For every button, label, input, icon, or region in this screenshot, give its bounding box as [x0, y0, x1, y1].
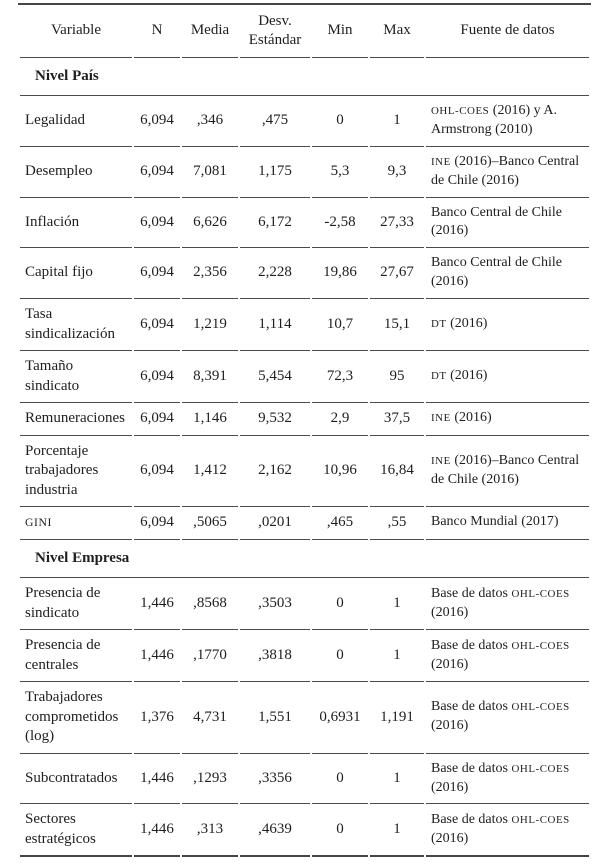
cell-max: 1,191	[370, 682, 424, 754]
cell-max: 15,1	[370, 299, 424, 351]
cell-min: 2,9	[312, 403, 368, 436]
cell-n: 1,446	[134, 578, 180, 630]
cell-media: 6,626	[182, 198, 238, 249]
cell-media: 4,731	[182, 682, 238, 754]
cell-variable: Legalidad	[20, 96, 132, 147]
table-body	[20, 58, 589, 858]
cell-n: 6,094	[134, 351, 180, 403]
cell-desv-estandar: 6,172	[240, 198, 310, 249]
col-header-variable: Variable	[20, 5, 132, 58]
table-row	[20, 804, 589, 857]
cell-media: ,1293	[182, 754, 238, 805]
table-row	[20, 436, 589, 508]
cell-fuente: INE (2016)	[426, 403, 589, 436]
cell-min: 10,7	[312, 299, 368, 351]
cell-fuente: INE (2016)–Banco Central de Chile (2016)	[426, 147, 589, 198]
smallcaps-acronym: OHL-COES	[431, 105, 490, 117]
cell-fuente: Base de datos OHL-COES (2016)	[426, 754, 589, 805]
cell-variable: Presencia de centrales	[20, 630, 132, 682]
cell-fuente: Banco Central de Chile (2016)	[426, 198, 589, 249]
cell-min: 10,96	[312, 436, 368, 508]
table-row	[20, 403, 589, 436]
cell-media: ,1770	[182, 630, 238, 682]
cell-fuente: Base de datos OHL-COES (2016)	[426, 804, 589, 857]
cell-min: 5,3	[312, 147, 368, 198]
cell-min: 0	[312, 804, 368, 857]
cell-max: 27,33	[370, 198, 424, 249]
cell-variable: Capital fijo	[20, 248, 132, 299]
cell-media: 7,081	[182, 147, 238, 198]
smallcaps-acronym: DT	[431, 318, 447, 331]
cell-fuente: INE (2016)–Banco Central de Chile (2016)	[426, 436, 589, 508]
cell-n: 6,094	[134, 248, 180, 299]
cell-media: ,8568	[182, 578, 238, 630]
cell-variable	[20, 507, 132, 540]
cell-n: 6,094	[134, 96, 180, 147]
table-row	[20, 198, 589, 249]
cell-min: 0	[312, 754, 368, 805]
cell-fuente: DT (2016)	[426, 351, 589, 403]
cell-variable: Tasa sindicalización	[20, 299, 132, 351]
section-label: Nivel País	[20, 58, 589, 97]
table-row	[20, 630, 589, 682]
cell-media: 1,219	[182, 299, 238, 351]
section-row	[20, 58, 589, 97]
cell-fuente: OHL-COES (2016) y A. Armstrong (2010)	[426, 96, 589, 147]
cell-variable: Desempleo	[20, 147, 132, 198]
cell-min: ,465	[312, 507, 368, 540]
smallcaps-acronym: OHL-COES	[511, 701, 570, 714]
cell-min: 0,6931	[312, 682, 368, 754]
cell-variable: Trabajadores comprometidos (log)	[20, 682, 132, 754]
cell-desv-estandar: 1,175	[240, 147, 310, 198]
cell-max: 1	[370, 754, 424, 805]
smallcaps-acronym: DT	[431, 370, 447, 383]
cell-desv-estandar: ,475	[240, 96, 310, 147]
table-row	[20, 351, 589, 403]
cell-variable: Porcentaje trabajadores industria	[20, 436, 132, 508]
cell-variable: Remuneraciones	[20, 403, 132, 436]
cell-fuente: Banco Mundial (2017)	[426, 507, 589, 540]
cell-desv-estandar: 1,114	[240, 299, 310, 351]
header-row	[20, 5, 589, 58]
cell-fuente: Base de datos OHL-COES (2016)	[426, 630, 589, 682]
cell-fuente: Base de datos OHL-COES (2016)	[426, 682, 589, 754]
cell-n: 1,446	[134, 754, 180, 805]
cell-max: 9,3	[370, 147, 424, 198]
col-header-max: Max	[370, 5, 424, 58]
cell-media: 8,391	[182, 351, 238, 403]
cell-n: 6,094	[134, 198, 180, 249]
smallcaps-acronym: INE	[431, 412, 451, 425]
smallcaps-acronym: OHL-COES	[511, 814, 570, 827]
cell-min: 0	[312, 630, 368, 682]
smallcaps-acronym: INE	[431, 155, 451, 168]
cell-n: 6,094	[134, 147, 180, 198]
descriptive-statistics-table	[18, 3, 591, 857]
cell-n: 6,094	[134, 507, 180, 540]
smallcaps-acronym: OHL-COES	[511, 762, 570, 775]
table-row	[20, 578, 589, 630]
cell-media: 2,356	[182, 248, 238, 299]
col-header-desv-estandar: Desv. Estándar	[240, 5, 310, 58]
cell-media: ,313	[182, 804, 238, 857]
section-label: Nivel Empresa	[20, 540, 589, 579]
col-header-n: N	[134, 5, 180, 58]
cell-min: 0	[312, 578, 368, 630]
cell-min: -2,58	[312, 198, 368, 249]
smallcaps-acronym: GINI	[25, 516, 53, 530]
cell-desv-estandar: 2,228	[240, 248, 310, 299]
smallcaps-acronym: OHL-COES	[511, 639, 570, 652]
cell-variable: Presencia de sindicato	[20, 578, 132, 630]
cell-min: 19,86	[312, 248, 368, 299]
cell-n: 6,094	[134, 403, 180, 436]
cell-desv-estandar: ,3503	[240, 578, 310, 630]
table-row	[20, 754, 589, 805]
cell-n: 1,446	[134, 630, 180, 682]
table-header	[20, 5, 589, 58]
cell-media: ,5065	[182, 507, 238, 540]
cell-variable: Sectores estratégicos	[20, 804, 132, 857]
cell-n: 1,446	[134, 804, 180, 857]
cell-max: ,55	[370, 507, 424, 540]
cell-max: 1	[370, 630, 424, 682]
cell-fuente: Banco Central de Chile (2016)	[426, 248, 589, 299]
cell-desv-estandar: ,3818	[240, 630, 310, 682]
cell-fuente: DT (2016)	[426, 299, 589, 351]
cell-variable: Tamaño sindicato	[20, 351, 132, 403]
smallcaps-acronym: OHL-COES	[511, 587, 570, 600]
cell-variable: Subcontratados	[20, 754, 132, 805]
cell-desv-estandar: 5,454	[240, 351, 310, 403]
cell-max: 1	[370, 578, 424, 630]
cell-n: 6,094	[134, 299, 180, 351]
cell-desv-estandar: 1,551	[240, 682, 310, 754]
col-header-fuente: Fuente de datos	[426, 5, 589, 58]
table-row	[20, 147, 589, 198]
table-row	[20, 507, 589, 540]
cell-media: 1,146	[182, 403, 238, 436]
cell-max: 16,84	[370, 436, 424, 508]
cell-desv-estandar: 9,532	[240, 403, 310, 436]
table-row	[20, 682, 589, 754]
cell-max: 1	[370, 804, 424, 857]
cell-n: 1,376	[134, 682, 180, 754]
smallcaps-acronym: INE	[431, 454, 451, 467]
cell-desv-estandar: ,0201	[240, 507, 310, 540]
cell-max: 95	[370, 351, 424, 403]
cell-media: ,346	[182, 96, 238, 147]
cell-desv-estandar: ,4639	[240, 804, 310, 857]
cell-variable: Inflación	[20, 198, 132, 249]
cell-desv-estandar: 2,162	[240, 436, 310, 508]
cell-desv-estandar: ,3356	[240, 754, 310, 805]
cell-media: 1,412	[182, 436, 238, 508]
cell-fuente: Base de datos OHL-COES (2016)	[426, 578, 589, 630]
table-row	[20, 96, 589, 147]
table-row	[20, 299, 589, 351]
cell-min: 0	[312, 96, 368, 147]
cell-max: 37,5	[370, 403, 424, 436]
cell-min: 72,3	[312, 351, 368, 403]
table-row	[20, 248, 589, 299]
col-header-min: Min	[312, 5, 368, 58]
cell-max: 1	[370, 96, 424, 147]
section-row	[20, 540, 589, 579]
cell-max: 27,67	[370, 248, 424, 299]
col-header-media: Media	[182, 5, 238, 58]
cell-n: 6,094	[134, 436, 180, 508]
